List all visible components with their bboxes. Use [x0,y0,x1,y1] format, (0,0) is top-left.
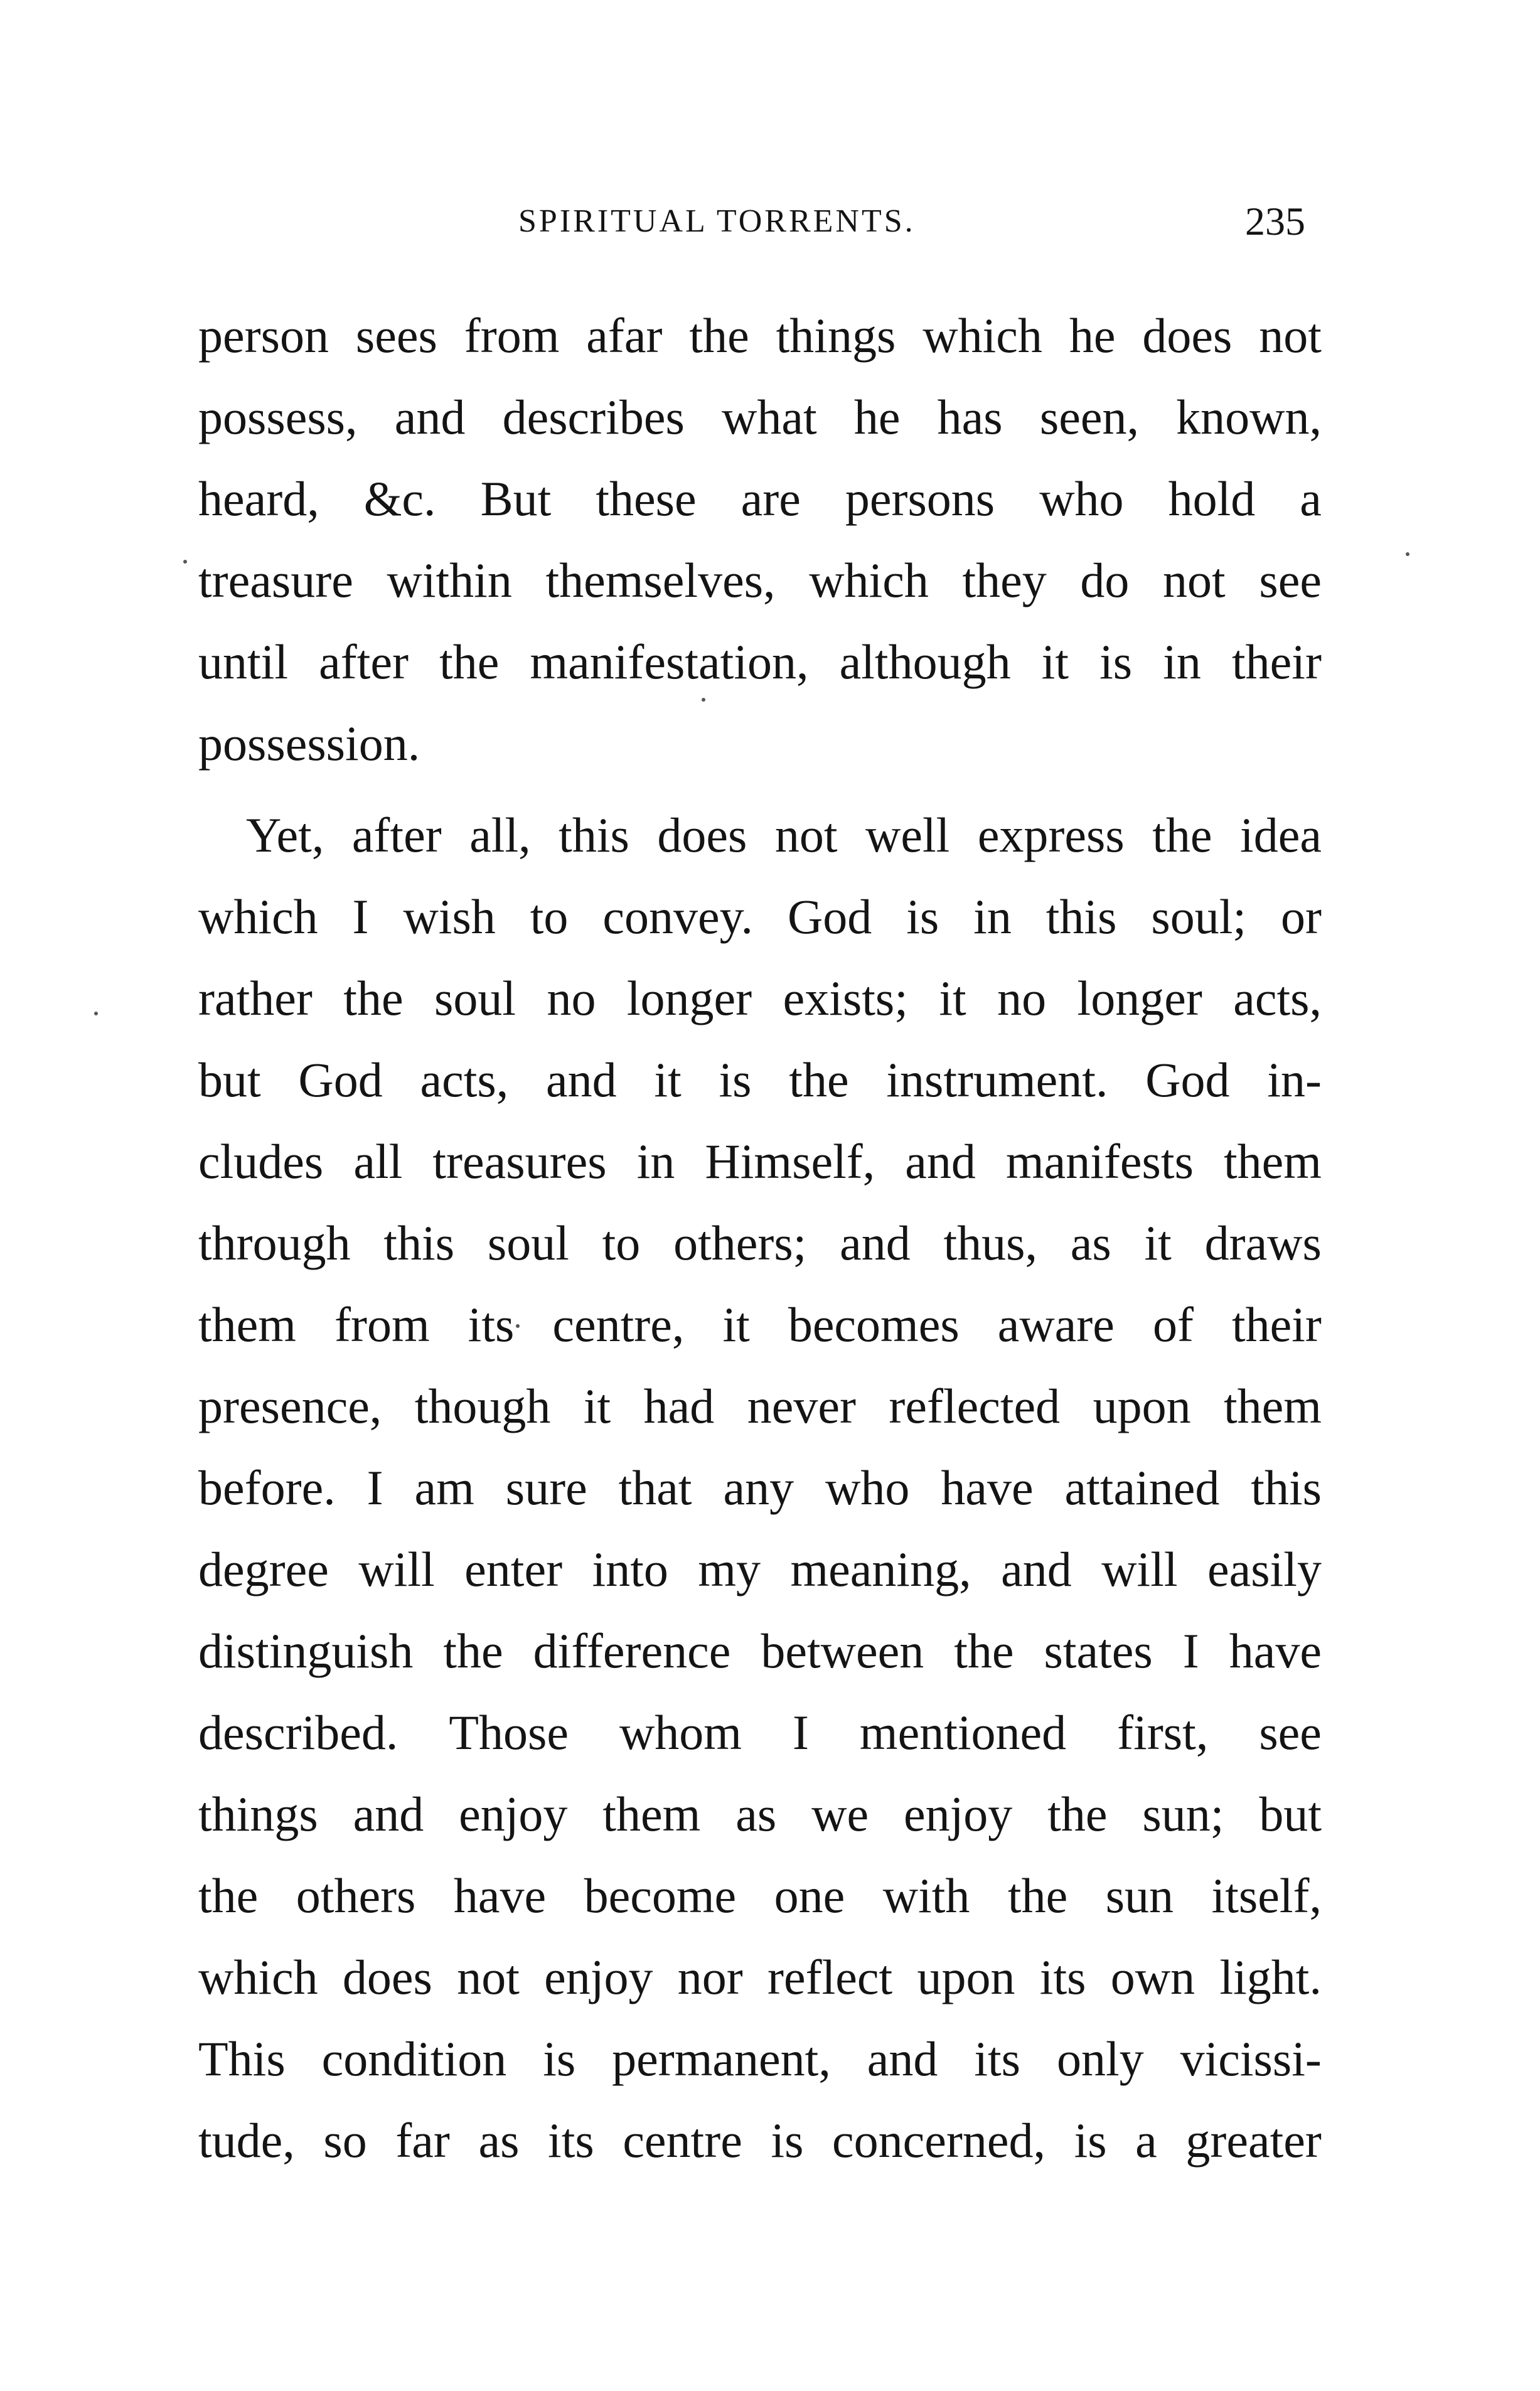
text-line: cludes all treasures in Himself, and manifests them [198,1134,1322,1189]
text-line: described. Those whom I mentioned first, see [198,1705,1322,1760]
text-line: Yet, after all, this does not well express the idea [246,808,1322,862]
text-line: tude, so far as its centre is concerned, is a greater [198,2113,1322,2168]
text-line: before. I am sure that any who have attained this [198,1460,1322,1515]
text-line: person sees from afar the things which he does not [198,308,1322,363]
text-line: presence, though it had never reflected upon them [198,1379,1322,1433]
running-title: SPIRITUAL TORRENTS. [518,203,916,239]
text-line: them from its centre, it becomes aware of their [198,1297,1322,1352]
text-line: the others have become one with the sun itself, [198,1868,1322,1923]
text-line: possess, and describes what he has seen, known, [198,390,1322,444]
text-line: degree will enter into my meaning, and will easily [198,1542,1322,1597]
text-line: treasure within themselves, which they do not see [198,553,1322,607]
running-head [0,200,1540,243]
text-line: but God acts, and it is the instrument. God in- [198,1052,1322,1107]
page-number: 235 [1245,199,1305,243]
paper-speck [183,560,187,564]
text-line: things and enjoy them as we enjoy the sun; but [198,1787,1322,1841]
text-line: This condition is permanent, and its only vicissi- [198,2031,1322,2086]
paper-speck [94,1012,98,1015]
text-line: which I wish to convey. God is in this soul; or [198,889,1322,944]
text-line: through this soul to others; and thus, as it draws [198,1216,1322,1270]
text-line: distinguish the difference between the states I have [198,1623,1322,1678]
paper-speck [1406,552,1409,556]
paper-speck [702,698,705,702]
text-line: which does not enjoy nor reflect upon its own light. [198,1950,1322,2004]
paragraph-2 [198,794,1322,2181]
paragraph-1 [198,295,1322,784]
text-line: until after the manifestation, although it is in their [198,634,1322,689]
text-line: possession. [198,716,420,771]
text-line: heard, &c. But these are persons who hold a [198,471,1322,526]
text-line: rather the soul no longer exists; it no longer acts, [198,971,1322,1025]
paper-speck [516,1324,520,1328]
body-text [198,295,1322,2181]
